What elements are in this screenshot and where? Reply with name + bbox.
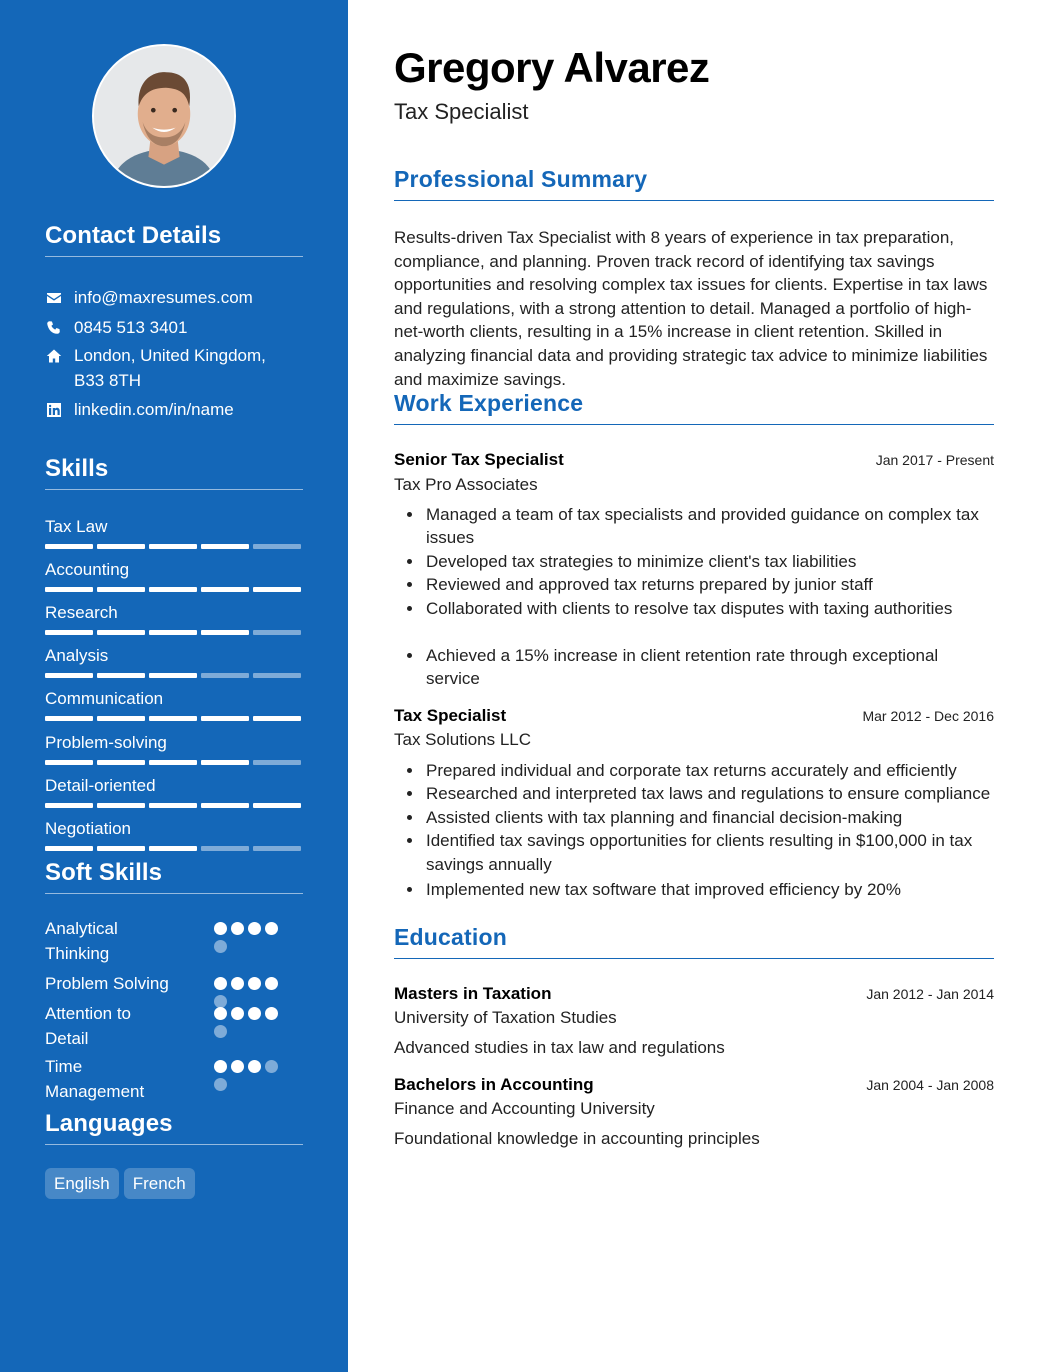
rating-dot [248,922,261,935]
skill-level-segment [97,716,145,721]
language-chip: English [45,1168,119,1199]
avatar [92,44,236,188]
skill-level-bar [45,716,301,721]
skill-level-segment [45,803,93,808]
skill-level-bar [45,544,301,549]
soft-skill-rating [214,1007,290,1038]
skill-label: Accounting [45,560,130,580]
skill-level-segment [97,760,145,765]
skill-level-segment [45,846,93,851]
rating-dot [265,977,278,990]
soft-skill-label-line: Time [45,1057,83,1076]
sidebar [0,0,348,1372]
skill-level-bar [45,846,301,851]
skill-level-segment [253,716,301,721]
skill-level-segment [201,587,249,592]
skill-level-segment [201,630,249,635]
rating-dot [248,1007,261,1020]
skill-level-segment [97,630,145,635]
rating-dot [214,1025,227,1038]
skill-level-segment [149,587,197,592]
skill-level-segment [45,544,93,549]
profile-photo [94,46,234,186]
rating-dot [214,940,227,953]
skill-label: Detail-oriented [45,775,156,795]
skill-level-segment [45,716,93,721]
job-bullet: Researched and interpreted tax laws and regulations to ensure compliance [426,782,996,805]
job-header [394,450,994,470]
skill-level-segment [45,630,93,635]
education-school: University of Taxation Studies [394,1008,617,1027]
skill-level-segment [253,673,301,678]
contact-section-title: Contact Details [45,222,303,257]
phone-icon [45,315,63,340]
job-bullet: Developed tax strategies to minimize client's tax liabilities [426,550,996,573]
job-bullet: Assisted clients with tax planning and financial decision-making [426,806,996,829]
soft-skills-section-title: Soft Skills [45,859,303,894]
soft-skill-label [45,1054,205,1104]
address-line-2: B33 8TH [74,371,142,390]
skill-level-bar [45,803,301,808]
job-bullets [426,503,996,691]
skill-level-segment [45,587,93,592]
contact-phone[interactable] [45,315,305,340]
rating-dot [265,1007,278,1020]
skill-level-segment [149,630,197,635]
rating-dot [231,1007,244,1020]
job-bullet: Achieved a 15% increase in client retention rate through exceptional service [426,644,996,691]
job-title: Senior Tax Specialist [394,450,564,469]
skill-level-segment [97,544,145,549]
rating-dot [214,977,227,990]
skill-level-bar [45,587,301,592]
education-header [394,984,994,1004]
summary-section-title: Professional Summary [394,166,994,201]
linkedin-icon [45,397,63,422]
skill-label: Negotiation [45,818,132,838]
languages-section-title: Languages [45,1110,303,1145]
soft-skill-rating [214,1060,290,1091]
job-header [394,706,994,726]
address-line-1: London, United Kingdom, [74,346,266,365]
contact-email-text: info@maxresumes.com [74,288,253,307]
soft-skill-label-line: Detail [45,1029,89,1048]
skill-level-segment [97,803,145,808]
candidate-name: Gregory Alvarez [394,44,710,91]
skills-section-title: Skills [45,455,303,490]
education-degree: Bachelors in Accounting [394,1075,594,1094]
education-description: Advanced studies in tax law and regulations [394,1038,725,1057]
education-description: Foundational knowledge in accounting principles [394,1129,760,1148]
job-bullet: Identified tax savings opportunities for clients resulting in $100,000 in tax savings annually [426,829,996,876]
skill-label: Problem-solving [45,732,167,752]
education-header [394,1075,994,1095]
job-bullets [426,759,996,901]
skill-level-segment [253,587,301,592]
skill-level-segment [97,587,145,592]
skill-level-bar [45,760,301,765]
soft-skill-label [45,916,205,966]
skill-level-segment [149,673,197,678]
skill-level-segment [149,544,197,549]
education-school: Finance and Accounting University [394,1099,655,1118]
skill-level-segment [253,760,301,765]
contact-address [45,343,305,393]
skill-level-segment [149,716,197,721]
rating-dot [265,922,278,935]
job-bullet: Prepared individual and corporate tax returns accurately and efficiently [426,759,996,782]
soft-skill-label-line: Attention to [45,1004,132,1023]
skill-level-segment [149,803,197,808]
envelope-icon [45,285,63,310]
skill-level-segment [97,673,145,678]
job-company: Tax Solutions LLC [394,730,532,749]
soft-skill-label [45,1001,205,1051]
skill-level-segment [201,544,249,549]
candidate-title: Tax Specialist [394,99,529,124]
education-section-title: Education [394,924,994,959]
soft-skill-label-line: Problem Solving [45,974,169,993]
soft-skill-label-line: Analytical [45,919,118,938]
languages-list [45,1168,195,1199]
job-dates: Jan 2017 - Present [875,452,994,468]
skill-level-segment [253,544,301,549]
skill-label: Communication [45,689,164,709]
job-bullet: Collaborated with clients to resolve tax disputes with taxing authorities [426,597,996,620]
rating-dot [214,1060,227,1073]
rating-dot [265,1060,278,1073]
education-degree: Masters in Taxation [394,984,552,1003]
soft-skill-label [45,971,205,996]
job-bullet: Implemented new tax software that improved efficiency by 20% [426,878,996,901]
rating-dot [248,1060,261,1073]
contact-phone-text: 0845 513 3401 [74,318,188,337]
soft-skill-rating [214,977,290,1008]
experience-section-title: Work Experience [394,390,994,425]
skill-level-segment [253,846,301,851]
rating-dot [214,1007,227,1020]
rating-dot [214,1078,227,1091]
rating-dot [231,922,244,935]
language-chip: French [124,1168,195,1199]
skill-level-segment [201,846,249,851]
skill-label: Analysis [45,646,109,666]
skill-label: Tax Law [45,517,108,536]
soft-skill-label-line: Thinking [45,944,110,963]
job-bullet: Managed a team of tax specialists and provided guidance on complex tax issues [426,503,996,550]
skill-label: Research [45,603,118,623]
job-bullet: Reviewed and approved tax returns prepared by junior staff [426,573,996,596]
job-company: Tax Pro Associates [394,475,538,494]
education-dates: Jan 2012 - Jan 2014 [866,986,994,1002]
skill-level-segment [201,673,249,678]
skill-level-segment [45,673,93,678]
education-dates: Jan 2004 - Jan 2008 [866,1077,994,1093]
rating-dot [248,977,261,990]
rating-dot [231,1060,244,1073]
skill-level-bar [45,630,301,635]
soft-skill-rating [214,922,290,953]
rating-dot [214,922,227,935]
skill-level-segment [149,846,197,851]
skill-level-bar [45,673,301,678]
skill-level-segment [201,760,249,765]
skill-level-segment [253,630,301,635]
contact-linkedin[interactable] [45,397,305,422]
contact-address-text [74,343,266,393]
summary-text: Results-driven Tax Specialist with 8 years of experience in tax preparation, compliance, and planning. Proven track record of identifying tax savings opportunities and resolving complex tax issues for clients. Expertise in tax laws and regulations, with a strong attention to detail. Managed a portfolio of high-net-worth clients, resulting in a 15% increase in client retention. Skilled in analyzing financial data and providing strategic tax advice to minimize liabilities and maximize savings. [394,228,988,389]
contact-email[interactable] [45,285,305,310]
skill-level-segment [45,760,93,765]
home-icon [45,343,63,368]
skill-level-segment [149,760,197,765]
skill-level-segment [201,716,249,721]
soft-skill-label-line: Management [45,1082,145,1101]
rating-dot [231,977,244,990]
skill-level-segment [97,846,145,851]
skill-level-segment [201,803,249,808]
job-dates: Mar 2012 - Dec 2016 [862,708,994,724]
contact-linkedin-text: linkedin.com/in/name [74,400,234,419]
skill-level-segment [253,803,301,808]
job-title: Tax Specialist [394,706,507,725]
